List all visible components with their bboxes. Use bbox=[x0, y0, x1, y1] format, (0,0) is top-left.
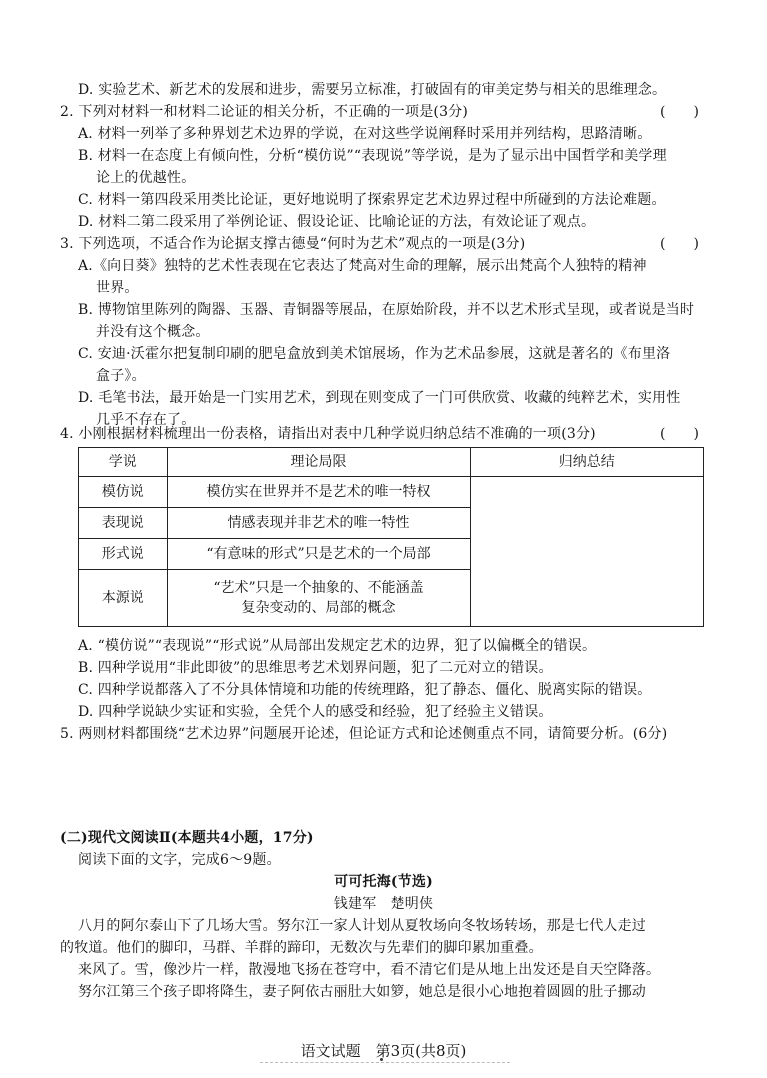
q3-answer-paren: ( ) bbox=[660, 236, 699, 252]
passage-paragraph-1-line1: 八月的阿尔泰山下了几场大雪。努尔江一家人计划从夏牧场向冬牧场转场，那是七代人走过 bbox=[78, 918, 646, 934]
q2-option-b-line2: 论上的优越性。 bbox=[96, 170, 196, 186]
table-row bbox=[79, 477, 704, 508]
q5-stem: 5. 两则材料都围绕“艺术边界”问题展开论述，但论证方式和论述侧重点不同，请简要分析。(6分) bbox=[60, 726, 668, 742]
table-cell-theory: 本源说 bbox=[79, 570, 168, 627]
q3-option-b-line2: 并没有这个概念。 bbox=[96, 324, 210, 340]
q3-option-d-line2: 几乎不存在了。 bbox=[96, 412, 196, 428]
passage-paragraph-1-line2: 的牧道。他们的脚印，马群、羊群的蹄印，无数次与先辈们的脚印累加重叠。 bbox=[60, 940, 543, 956]
q2-option-a: A. 材料一列举了多种界划艺术边界的学说，在对这些学说阐释时采用并列结构，思路清晰。 bbox=[78, 126, 652, 142]
passage-authors: 钱建军 楚明侠 bbox=[333, 896, 434, 912]
table-header-row bbox=[79, 448, 704, 477]
table-cell-limit: 模仿实在世界并不是艺术的唯一特权 bbox=[167, 477, 470, 508]
table-cell-limit-line2: 复杂变动的、局部的概念 bbox=[241, 600, 396, 616]
q4-option-a: A. “模仿说”“表现说”“形式说”从局部出发规定艺术的边界，犯了以偏概全的错误。 bbox=[78, 638, 597, 654]
table-cell-theory: 模仿说 bbox=[79, 477, 168, 508]
q3-option-d-line1: D. 毛笔书法，最开始是一门实用艺术，到现在则变成了一门可供欣赏、收藏的纯粹艺术，实用性 bbox=[78, 390, 681, 406]
footer-divider bbox=[260, 1062, 510, 1063]
table-cell-limit: 情感表现并非艺术的唯一特性 bbox=[167, 508, 470, 539]
table-cell-limit-line1: “艺术”只是一个抽象的、不能涵盖 bbox=[213, 580, 424, 596]
q1-option-d: D. 实验艺术、新艺术的发展和进步，需要另立标准，打破固有的审美定势与相关的思维理念。 bbox=[78, 82, 667, 98]
table-cell-summary-empty bbox=[470, 477, 703, 627]
q2-answer-paren: ( ) bbox=[660, 104, 699, 120]
section2-instruction: 阅读下面的文字，完成6～9题。 bbox=[78, 852, 281, 868]
table-cell-limit: “有意味的形式”只是艺术的一个局部 bbox=[167, 539, 470, 570]
table-cell-limit-multiline bbox=[167, 570, 470, 627]
table-cell-theory: 形式说 bbox=[79, 539, 168, 570]
q2-option-d: D. 材料二第二段采用了举例论证、假设论证、比喻论证的方法，有效论证了观点。 bbox=[78, 214, 596, 230]
q4-stem: 4. 小刚根据材料梳理出一份表格，请指出对表中几种学说归纳总结不准确的一项(3分) bbox=[60, 426, 596, 442]
page-footer: 语文试题 第3页(共8页) bbox=[300, 1042, 467, 1060]
passage-paragraph-3: 努尔江第三个孩子即将降生，妻子阿依古丽肚大如箩，她总是很小心地抱着圆圆的肚子挪动 bbox=[78, 984, 646, 1000]
q3-option-b-line1: B. 博物馆里陈列的陶器、玉器、青铜器等展品，在原始阶段，并不以艺术形式呈现，或者说是当时 bbox=[78, 302, 695, 318]
table-header-summary: 归纳总结 bbox=[470, 448, 703, 477]
q2-option-b-line1: B. 材料一在态度上有倾向性，分析“模仿说”“表现说”等学说，是为了显示出中国哲学和美学理 bbox=[78, 148, 667, 164]
q3-option-a-line1: A.《向日葵》独特的艺术性表现在它表达了梵高对生命的理解，展示出梵高个人独特的精神 bbox=[78, 258, 647, 274]
table-header-limit: 理论局限 bbox=[167, 448, 470, 477]
passage-paragraph-2: 来风了。雪，像沙片一样，散漫地飞扬在苍穹中，看不清它们是从地上出发还是自天空降落。 bbox=[78, 962, 661, 978]
q4-option-d: D. 四种学说缺少实证和实验，全凭个人的感受和经验，犯了经验主义错误。 bbox=[78, 704, 553, 720]
q2-option-c: C. 材料一第四段采用类比论证，更好地说明了探索界定艺术边界过程中所碰到的方法论难题。 bbox=[78, 192, 666, 208]
q4-option-b: B. 四种学说用“非此即彼”的思维思考艺术划界问题，犯了二元对立的错误。 bbox=[78, 660, 553, 676]
q2-stem: 2. 下列对材料一和材料二论证的相关分析，不正确的一项是(3分) bbox=[60, 104, 469, 120]
section2-heading: (二)现代文阅读Ⅱ(本题共4小题，17分) bbox=[60, 830, 314, 846]
passage-title: 可可托海(节选) bbox=[334, 874, 433, 890]
table-cell-theory: 表现说 bbox=[79, 508, 168, 539]
q4-answer-paren: ( ) bbox=[660, 426, 699, 442]
q4-option-c: C. 四种学说都落入了不分具体情境和功能的传统理路，犯了静态、僵化、脱离实际的错误。 bbox=[78, 682, 652, 698]
q3-option-c-line1: C. 安迪·沃霍尔把复制印刷的肥皂盒放到美术馆展场，作为艺术品参展，这就是著名的《布里洛 bbox=[78, 346, 671, 362]
q4-summary-table bbox=[78, 447, 704, 627]
q3-option-c-line2: 盒子》。 bbox=[96, 368, 146, 384]
q3-stem: 3. 下列选项，不适合作为论据支撑古德曼“何时为艺术”观点的一项是(3分) bbox=[60, 236, 526, 252]
q3-option-a-line2: 世界。 bbox=[96, 280, 139, 296]
table-header-theory: 学说 bbox=[79, 448, 168, 477]
